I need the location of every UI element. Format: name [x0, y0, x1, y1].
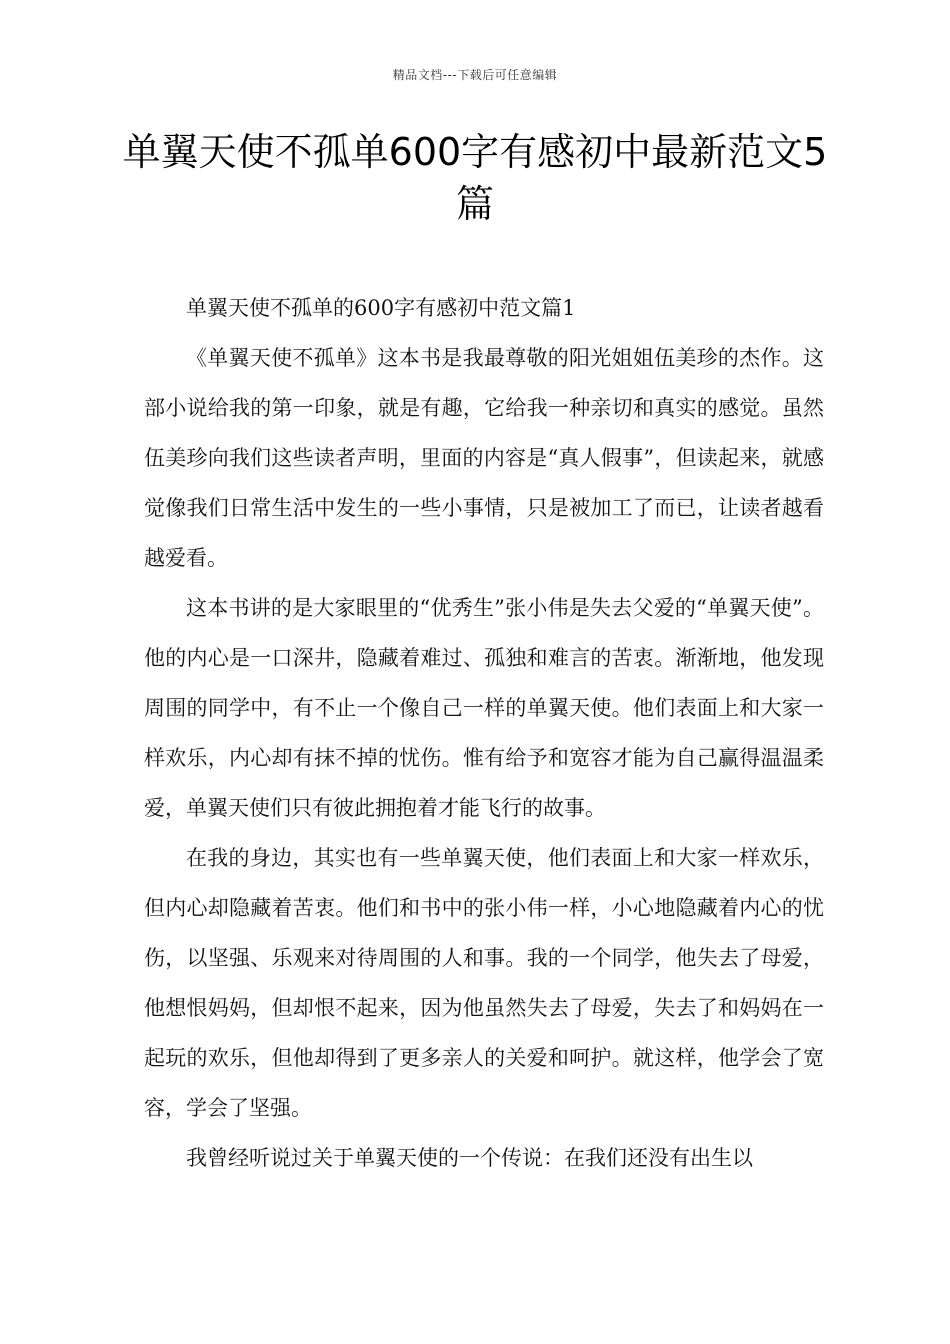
paragraph: 我曾经听说过关于单翼天使的一个传说：在我们还没有出生以 [186, 1146, 753, 1170]
section-heading: 单翼天使不孤单的600字有感初中范文篇1 [186, 296, 576, 320]
header-note: 精品文档---下载后可任意编辑 [392, 68, 558, 82]
document-title: 单翼天使不孤单600字有感初中最新范文5篇 [122, 130, 828, 226]
paragraph: 这本书讲的是大家眼里的“优秀生”张小伟是失去父爱的“单翼天使”。他的内心是一口深井，隐藏着难过、孤独和难言的苦衷。渐渐地，他发现周围的同学中，有不止一个像自己一样的单翼天使。他们表面上和大家一样欢乐，内心却有抹不掉的忧伤。惟有给予和宽容才能为自己赢得温温柔爱，单翼天使们只有彼此拥抱着才能飞行的故事。 [144, 596, 824, 820]
document-body [144, 283, 824, 1183]
paragraph: 《单翼天使不孤单》这本书是我最尊敬的阳光姐姐伍美珍的杰作。这部小说给我的第一印象，就是有趣，它给我一种亲切和真实的感觉。虽然伍美珍向我们这些读者声明，里面的内容是“真人假事”，但读起来，就感觉像我们日常生活中发生的一些小事情，只是被加工了而已，让读者越看越爱看。 [144, 346, 824, 570]
paragraph: 在我的身边，其实也有一些单翼天使，他们表面上和大家一样欢乐，但内心却隐藏着苦衷。他们和书中的张小伟一样，小心地隐藏着内心的忧伤，以坚强、乐观来对待周围的人和事。我的一个同学，他失去了母爱，他想恨妈妈，但却恨不起来，因为他虽然失去了母爱，失去了和妈妈在一起玩的欢乐，但他却得到了更多亲人的关爱和呵护。就这样，他学会了宽容，学会了坚强。 [144, 846, 824, 1120]
